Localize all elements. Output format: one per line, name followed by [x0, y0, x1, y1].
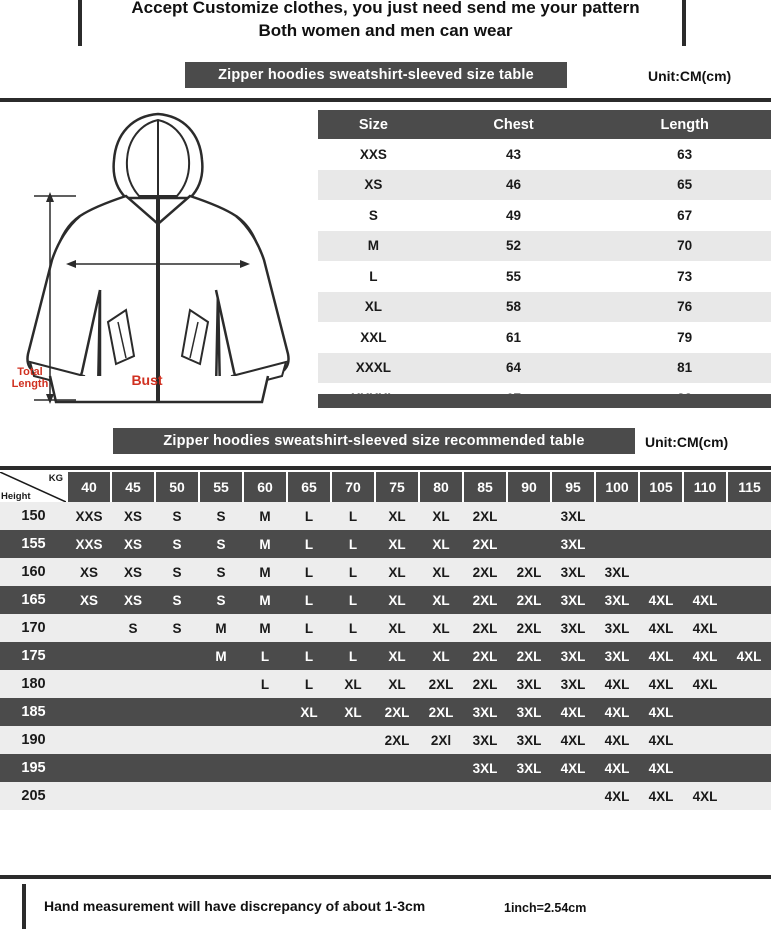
hoodie-diagram-icon: [0, 104, 318, 406]
grid-height-cell: 175: [0, 642, 67, 670]
grid-row: [0, 502, 771, 530]
grid-size-cell: 3XL: [507, 726, 551, 754]
grid-size-cell: [111, 670, 155, 698]
size-table-col-chest: Chest: [429, 110, 599, 139]
grid-size-cell: 4XL: [639, 726, 683, 754]
grid-size-cell: 2XL: [463, 670, 507, 698]
grid-size-cell: [683, 754, 727, 782]
grid-size-cell: XL: [375, 586, 419, 614]
grid-size-cell: [243, 754, 287, 782]
grid-size-cell: L: [331, 530, 375, 558]
grid-row: [0, 586, 771, 614]
grid-size-cell: 4XL: [639, 586, 683, 614]
grid-size-cell: 4XL: [595, 698, 639, 726]
grid-size-cell: 2XL: [375, 726, 419, 754]
grid-size-cell: M: [243, 530, 287, 558]
grid-size-cell: 4XL: [551, 754, 595, 782]
grid-size-cell: 3XL: [507, 698, 551, 726]
grid-weight-header: 100: [595, 472, 639, 502]
grid-size-cell: [683, 558, 727, 586]
cell-chest: 49: [429, 200, 599, 231]
grid-header-row: [0, 472, 771, 502]
grid-size-cell: [551, 782, 595, 810]
grid-size-cell: XS: [67, 586, 111, 614]
grid-size-cell: [683, 530, 727, 558]
grid-size-cell: [595, 530, 639, 558]
grid-size-cell: XL: [375, 530, 419, 558]
grid-size-cell: [155, 726, 199, 754]
grid-size-cell: S: [155, 586, 199, 614]
grid-size-cell: [287, 782, 331, 810]
grid-weight-header: 95: [551, 472, 595, 502]
grid-corner-kg-label: KG: [48, 473, 63, 484]
grid-size-cell: L: [287, 614, 331, 642]
size-table-col-length: Length: [598, 110, 771, 139]
grid-corner-cell: [0, 472, 67, 502]
grid-size-cell: 4XL: [727, 642, 771, 670]
grid-size-cell: XL: [375, 614, 419, 642]
grid-size-cell: 4XL: [639, 698, 683, 726]
grid-size-cell: S: [155, 614, 199, 642]
grid-size-cell: [111, 782, 155, 810]
grid-corner-height-label: Height: [1, 491, 31, 502]
bust-label: Bust: [131, 372, 163, 388]
grid-size-cell: [243, 726, 287, 754]
grid-size-cell: 4XL: [639, 782, 683, 810]
grid-size-cell: 2XL: [463, 642, 507, 670]
grid-size-cell: 3XL: [463, 726, 507, 754]
grid-size-cell: S: [199, 502, 243, 530]
grid-size-cell: [67, 670, 111, 698]
grid-size-cell: [199, 670, 243, 698]
cell-length: 79: [598, 322, 771, 353]
grid-height-cell: 160: [0, 558, 67, 586]
grid-size-cell: [155, 698, 199, 726]
grid-size-cell: [67, 614, 111, 642]
grid-size-cell: M: [243, 614, 287, 642]
grid-size-cell: S: [199, 586, 243, 614]
grid-size-cell: 4XL: [639, 754, 683, 782]
grid-weight-header: 85: [463, 472, 507, 502]
cell-length: 73: [598, 261, 771, 292]
grid-size-cell: 3XL: [595, 558, 639, 586]
grid-weight-header: 90: [507, 472, 551, 502]
grid-size-cell: L: [243, 642, 287, 670]
grid-size-cell: [639, 502, 683, 530]
grid-size-cell: [683, 698, 727, 726]
grid-weight-header: 50: [155, 472, 199, 502]
grid-size-cell: [595, 502, 639, 530]
grid-size-cell: 2XL: [507, 614, 551, 642]
cell-chest: 55: [429, 261, 599, 292]
grid-size-cell: XL: [287, 698, 331, 726]
grid-size-cell: [683, 502, 727, 530]
grid-row: [0, 782, 771, 810]
grid-size-cell: XL: [331, 698, 375, 726]
grid-size-cell: [727, 698, 771, 726]
grid-size-cell: 3XL: [551, 586, 595, 614]
grid-size-cell: [507, 530, 551, 558]
grid-size-cell: 4XL: [683, 614, 727, 642]
grid-size-cell: 4XL: [595, 670, 639, 698]
grid-size-cell: [375, 782, 419, 810]
grid-size-cell: S: [199, 530, 243, 558]
grid-row: [0, 642, 771, 670]
grid-size-cell: [199, 698, 243, 726]
grid-size-cell: 2XL: [507, 642, 551, 670]
cell-chest: 46: [429, 170, 599, 201]
cell-length: 67: [598, 200, 771, 231]
grid-size-cell: 3XL: [551, 502, 595, 530]
grid-size-cell: [199, 782, 243, 810]
grid-size-cell: [67, 642, 111, 670]
grid-size-cell: XL: [419, 614, 463, 642]
grid-row: [0, 754, 771, 782]
hoodie-illustration: [0, 104, 318, 406]
grid-size-cell: L: [287, 530, 331, 558]
grid-size-cell: [67, 698, 111, 726]
grid-size-cell: [243, 782, 287, 810]
grid-size-cell: 3XL: [551, 530, 595, 558]
grid-size-cell: L: [331, 642, 375, 670]
grid-size-cell: S: [155, 558, 199, 586]
grid-size-cell: 2Xl: [419, 726, 463, 754]
grid-size-cell: [67, 726, 111, 754]
grid-size-cell: [155, 754, 199, 782]
grid-size-cell: L: [287, 642, 331, 670]
cell-length: 63: [598, 139, 771, 170]
cell-chest: 52: [429, 231, 599, 262]
grid-size-cell: L: [331, 558, 375, 586]
grid-size-cell: XXS: [67, 530, 111, 558]
grid-size-cell: 2XL: [463, 530, 507, 558]
grid-size-cell: 3XL: [595, 586, 639, 614]
grid-size-cell: 3XL: [595, 642, 639, 670]
grid-size-cell: [287, 726, 331, 754]
grid-size-cell: 2XL: [463, 558, 507, 586]
grid-size-cell: [727, 614, 771, 642]
grid-size-cell: M: [199, 642, 243, 670]
grid-size-cell: [331, 782, 375, 810]
grid-weight-header: 60: [243, 472, 287, 502]
grid-size-cell: [331, 754, 375, 782]
grid-size-cell: [243, 698, 287, 726]
grid-size-cell: XL: [375, 642, 419, 670]
grid-size-cell: 3XL: [463, 698, 507, 726]
grid-size-cell: L: [287, 558, 331, 586]
grid-height-cell: 195: [0, 754, 67, 782]
grid-height-cell: 190: [0, 726, 67, 754]
recommended-size-grid: [0, 472, 771, 810]
grid-size-cell: [507, 502, 551, 530]
grid-size-cell: 4XL: [683, 642, 727, 670]
grid-size-cell: 2XL: [507, 558, 551, 586]
table-row: [318, 139, 771, 170]
cell-length: 76: [598, 292, 771, 323]
grid-row: [0, 530, 771, 558]
grid-size-cell: 3XL: [551, 614, 595, 642]
grid-row: [0, 614, 771, 642]
grid-size-cell: [727, 502, 771, 530]
cell-chest: 58: [429, 292, 599, 323]
grid-size-cell: [683, 726, 727, 754]
grid-size-cell: [331, 726, 375, 754]
grid-size-cell: XS: [111, 530, 155, 558]
cell-size: M: [318, 231, 429, 262]
grid-size-cell: L: [287, 670, 331, 698]
grid-height-cell: 180: [0, 670, 67, 698]
cell-length: 70: [598, 231, 771, 262]
grid-size-cell: [419, 754, 463, 782]
grid-size-cell: [463, 782, 507, 810]
grid-size-cell: [67, 754, 111, 782]
grid-size-cell: 3XL: [507, 754, 551, 782]
grid-size-cell: [507, 782, 551, 810]
grid-size-cell: XL: [375, 670, 419, 698]
grid-size-cell: [67, 782, 111, 810]
footer-conversion: 1inch=2.54cm: [504, 901, 587, 915]
grid-size-cell: XL: [331, 670, 375, 698]
header-title: [0, 0, 771, 42]
cell-size: XS: [318, 170, 429, 201]
divider-middle: [0, 466, 771, 470]
header-title-line1: Accept Customize clothes, you just need send me your pattern: [131, 0, 640, 17]
grid-weight-header: 80: [419, 472, 463, 502]
table-row: [318, 353, 771, 384]
grid-size-cell: S: [199, 558, 243, 586]
size-table: [318, 110, 771, 414]
cell-size: S: [318, 200, 429, 231]
grid-height-cell: 170: [0, 614, 67, 642]
cell-length: 81: [598, 353, 771, 384]
grid-size-cell: XS: [111, 502, 155, 530]
table-row: [318, 231, 771, 262]
size-table-footer-bar: [318, 394, 771, 408]
grid-size-cell: L: [243, 670, 287, 698]
grid-size-cell: 2XL: [419, 698, 463, 726]
grid-size-cell: [111, 726, 155, 754]
grid-size-cell: 2XL: [463, 502, 507, 530]
grid-size-cell: M: [243, 558, 287, 586]
grid-size-cell: XS: [67, 558, 111, 586]
grid-size-cell: XL: [375, 502, 419, 530]
cell-size: L: [318, 261, 429, 292]
grid-size-cell: 4XL: [551, 726, 595, 754]
grid-weight-header: 110: [683, 472, 727, 502]
size-table-col-size: Size: [318, 110, 429, 139]
grid-size-cell: S: [111, 614, 155, 642]
grid-size-cell: 3XL: [595, 614, 639, 642]
grid-size-cell: L: [287, 586, 331, 614]
grid-weight-header: 40: [67, 472, 111, 502]
size-table-unit: Unit:CM(cm): [648, 68, 732, 84]
grid-size-cell: 2XL: [375, 698, 419, 726]
grid-size-cell: 3XL: [551, 558, 595, 586]
recommended-size-grid-wrapper: [0, 472, 771, 810]
grid-size-cell: XL: [419, 586, 463, 614]
grid-size-cell: [111, 754, 155, 782]
grid-row: [0, 670, 771, 698]
grid-size-cell: XL: [419, 642, 463, 670]
table-row: [318, 170, 771, 201]
grid-size-cell: 4XL: [683, 670, 727, 698]
grid-row: [0, 698, 771, 726]
grid-weight-header: 65: [287, 472, 331, 502]
cell-size: XL: [318, 292, 429, 323]
table-row: [318, 322, 771, 353]
grid-size-cell: 4XL: [639, 642, 683, 670]
grid-size-cell: [155, 670, 199, 698]
header-title-line2: Both women and men can wear: [258, 21, 513, 40]
grid-size-cell: [727, 726, 771, 754]
grid-size-cell: 2XL: [463, 586, 507, 614]
grid-size-cell: 4XL: [551, 698, 595, 726]
table-row: [318, 200, 771, 231]
grid-weight-header: 105: [639, 472, 683, 502]
recommended-table-title: Zipper hoodies sweatshirt-sleeved size recommended table: [113, 428, 635, 454]
grid-weight-header: 70: [331, 472, 375, 502]
grid-size-cell: [155, 782, 199, 810]
grid-size-cell: 4XL: [683, 586, 727, 614]
table-row: [318, 292, 771, 323]
grid-size-cell: L: [331, 614, 375, 642]
grid-size-cell: [727, 586, 771, 614]
grid-size-cell: [199, 726, 243, 754]
grid-size-cell: XL: [419, 502, 463, 530]
grid-weight-header: 45: [111, 472, 155, 502]
grid-size-cell: XS: [111, 586, 155, 614]
grid-height-cell: 205: [0, 782, 67, 810]
footer-note-box: [22, 884, 749, 929]
grid-size-cell: L: [331, 586, 375, 614]
grid-size-cell: [287, 754, 331, 782]
grid-size-cell: 4XL: [639, 614, 683, 642]
grid-size-cell: 2XL: [419, 670, 463, 698]
grid-row: [0, 558, 771, 586]
size-table-title: Zipper hoodies sweatshirt-sleeved size table: [185, 62, 567, 88]
grid-size-cell: 4XL: [595, 726, 639, 754]
grid-size-cell: L: [287, 502, 331, 530]
grid-size-cell: 3XL: [551, 670, 595, 698]
grid-weight-header: 115: [727, 472, 771, 502]
grid-size-cell: [155, 642, 199, 670]
grid-size-cell: 3XL: [463, 754, 507, 782]
grid-height-cell: 185: [0, 698, 67, 726]
grid-size-cell: 2XL: [507, 586, 551, 614]
cell-size: XXXL: [318, 353, 429, 384]
footer-note: Hand measurement will have discrepancy of about 1-3cm: [44, 898, 426, 914]
cell-size: XXS: [318, 139, 429, 170]
grid-size-cell: M: [199, 614, 243, 642]
grid-size-cell: [375, 754, 419, 782]
grid-size-cell: XL: [419, 558, 463, 586]
divider-bottom: [0, 875, 771, 879]
grid-size-cell: L: [331, 502, 375, 530]
grid-row: [0, 726, 771, 754]
cell-size: XXL: [318, 322, 429, 353]
grid-height-cell: 165: [0, 586, 67, 614]
grid-size-cell: 4XL: [595, 782, 639, 810]
divider-top: [0, 98, 771, 102]
grid-size-cell: 4XL: [639, 670, 683, 698]
grid-size-cell: XL: [375, 558, 419, 586]
grid-size-cell: [727, 782, 771, 810]
grid-size-cell: 2XL: [463, 614, 507, 642]
grid-size-cell: [727, 558, 771, 586]
grid-weight-header: 75: [375, 472, 419, 502]
grid-size-cell: [727, 530, 771, 558]
grid-size-cell: S: [155, 530, 199, 558]
grid-size-cell: [727, 670, 771, 698]
total-length-label: [4, 366, 56, 390]
grid-size-cell: [727, 754, 771, 782]
grid-size-cell: XXS: [67, 502, 111, 530]
cell-chest: 64: [429, 353, 599, 384]
size-table-header-row: [318, 110, 771, 139]
cell-length: 65: [598, 170, 771, 201]
grid-size-cell: 3XL: [551, 642, 595, 670]
total-length-line2: Length: [11, 378, 49, 390]
grid-size-cell: 3XL: [507, 670, 551, 698]
grid-size-cell: [639, 530, 683, 558]
cell-chest: 61: [429, 322, 599, 353]
grid-size-cell: 4XL: [595, 754, 639, 782]
grid-size-cell: M: [243, 586, 287, 614]
table-row: [318, 261, 771, 292]
cell-chest: 43: [429, 139, 599, 170]
grid-height-cell: 155: [0, 530, 67, 558]
grid-size-cell: XS: [111, 558, 155, 586]
grid-size-cell: 4XL: [683, 782, 727, 810]
grid-size-cell: [199, 754, 243, 782]
grid-size-cell: [639, 558, 683, 586]
grid-size-cell: [419, 782, 463, 810]
recommended-table-unit: Unit:CM(cm): [645, 434, 729, 450]
grid-size-cell: M: [243, 502, 287, 530]
grid-size-cell: [111, 642, 155, 670]
grid-size-cell: XL: [419, 530, 463, 558]
total-length-line1: Total: [17, 366, 43, 378]
page-header: [0, 0, 771, 52]
grid-size-cell: [111, 698, 155, 726]
grid-size-cell: S: [155, 502, 199, 530]
grid-weight-header: 55: [199, 472, 243, 502]
grid-height-cell: 150: [0, 502, 67, 530]
